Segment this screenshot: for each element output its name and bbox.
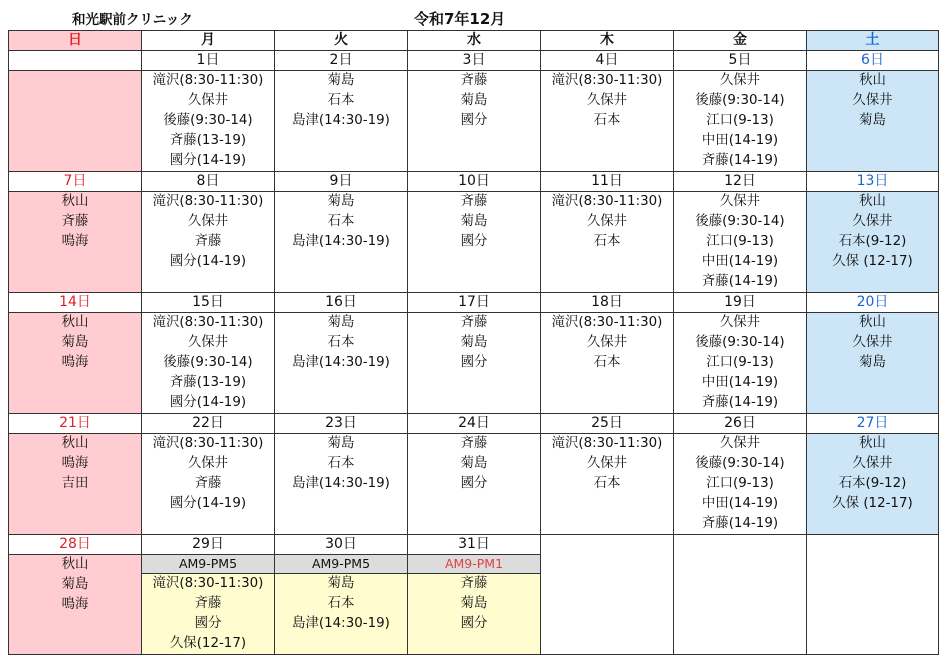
day-number: 11日: [541, 172, 673, 192]
staff-entry: 石本(9-12): [838, 476, 907, 491]
staff-entry: 國分: [460, 476, 488, 491]
day-cell: [275, 172, 408, 293]
opening-hours: AM9-PM5: [142, 555, 274, 574]
staff-entry: 菊島: [460, 596, 488, 611]
day-cell: [142, 172, 275, 293]
day-number: 14日: [9, 293, 141, 313]
staff-entry: 斉藤: [460, 315, 488, 330]
staff-entry: 石本: [593, 234, 621, 249]
day-cell: [9, 414, 142, 535]
day-number: 9日: [275, 172, 407, 192]
staff-entry: 石本: [327, 214, 355, 229]
staff-entry: 鳴海: [61, 355, 89, 370]
staff-entry: 島津(14:30-19): [292, 113, 390, 128]
staff-entry: 後藤(9:30-14): [163, 355, 253, 370]
staff-entry: 菊島: [327, 315, 355, 330]
day-number: 25日: [541, 414, 673, 434]
staff-entry: 久保井: [852, 214, 893, 229]
staff-entry: 中田(14-19): [701, 375, 779, 390]
staff-entry: 滝沢(8:30-11:30): [152, 73, 264, 88]
staff-entry: 後藤(9:30-14): [695, 335, 785, 350]
staff-entry: 久保井: [586, 93, 628, 108]
staff-entry: 後藤(9:30-14): [695, 93, 785, 108]
weekday-header: 月: [142, 31, 275, 51]
weekday-header-row: [9, 31, 939, 51]
staff-entry: 國分: [194, 616, 222, 631]
month-title: 令和7年12月: [414, 10, 506, 28]
staff-entry: 久保井: [719, 315, 761, 330]
day-number: 20日: [807, 293, 938, 313]
day-cell: [541, 172, 674, 293]
day-cell: [807, 172, 939, 293]
staff-entry: 吉田: [61, 476, 89, 491]
staff-entry: 國分: [460, 355, 488, 370]
staff-entry: 島津(14:30-19): [292, 616, 390, 631]
day-number: 28日: [9, 535, 141, 555]
day-number: 31日: [408, 535, 540, 555]
staff-entry: 鳴海: [61, 234, 89, 249]
day-cell: [541, 535, 674, 655]
staff-entry: 國分(14-19): [169, 395, 247, 410]
staff-entry: 斉藤: [460, 436, 488, 451]
staff-entry: 江口(9-13): [706, 476, 774, 491]
day-cell: [9, 172, 142, 293]
staff-entry: 石本: [327, 335, 355, 350]
day-cell: [142, 51, 275, 172]
staff-entry: 菊島: [460, 335, 488, 350]
staff-entry: 久保井: [586, 214, 628, 229]
opening-hours: AM9-PM1: [408, 555, 540, 574]
day-number: 29日: [142, 535, 274, 555]
day-cell: [408, 172, 541, 293]
day-number: 19日: [674, 293, 806, 313]
staff-entry: 菊島: [327, 194, 355, 209]
staff-entry: 滝沢(8:30-11:30): [551, 315, 663, 330]
staff-entry: 斉藤(14-19): [701, 516, 779, 531]
weekday-header: 日: [9, 31, 142, 51]
staff-entry: 後藤(9:30-14): [163, 113, 253, 128]
staff-entry: 久保井: [852, 335, 893, 350]
staff-entry: 久保井: [187, 93, 229, 108]
day-cell: [674, 293, 807, 414]
day-cell: [674, 51, 807, 172]
staff-entry: 久保井: [719, 194, 761, 209]
day-number: 16日: [275, 293, 407, 313]
day-number: 17日: [408, 293, 540, 313]
staff-entry: 久保井: [852, 93, 893, 108]
staff-entry: 斉藤: [194, 234, 222, 249]
staff-entry: 菊島: [460, 214, 488, 229]
staff-entry: 斉藤(14-19): [701, 395, 779, 410]
day-cell: [541, 293, 674, 414]
staff-entry: 秋山: [61, 436, 89, 451]
staff-entry: 秋山: [61, 194, 89, 209]
staff-entry: 斉藤(14-19): [701, 153, 779, 168]
staff-entry: 久保井: [187, 456, 229, 471]
day-cell: [674, 535, 807, 655]
staff-entry: 石本: [327, 456, 355, 471]
day-number: 27日: [807, 414, 938, 434]
staff-entry: 國分: [460, 113, 488, 128]
day-number: 24日: [408, 414, 540, 434]
day-cell: [807, 414, 939, 535]
day-number: 21日: [9, 414, 141, 434]
day-cell: [9, 535, 142, 655]
day-number: 23日: [275, 414, 407, 434]
day-cell: [142, 414, 275, 535]
day-number: 8日: [142, 172, 274, 192]
staff-entry: 斉藤(13-19): [169, 133, 247, 148]
day-cell: [807, 535, 939, 655]
week-row: [9, 293, 939, 414]
weekday-header: 火: [275, 31, 408, 51]
staff-entry: 後藤(9:30-14): [695, 456, 785, 471]
weekday-header: 水: [408, 31, 541, 51]
staff-entry: 久保 (12-17): [832, 254, 913, 269]
day-number: 5日: [674, 51, 806, 71]
day-cell: [275, 51, 408, 172]
staff-entry: 斉藤: [194, 596, 222, 611]
staff-entry: 久保井: [187, 335, 229, 350]
staff-entry: 菊島: [460, 456, 488, 471]
staff-entry: 滝沢(8:30-11:30): [152, 436, 264, 451]
staff-entry: 菊島: [327, 576, 355, 591]
staff-entry: 菊島: [460, 93, 488, 108]
day-cell: [275, 293, 408, 414]
staff-entry: 斉藤(14-19): [701, 274, 779, 289]
staff-entry: 斉藤: [460, 194, 488, 209]
staff-entry: 秋山: [859, 194, 886, 209]
staff-entry: 中田(14-19): [701, 254, 779, 269]
staff-entry: 斉藤(13-19): [169, 375, 247, 390]
staff-entry: 國分: [460, 234, 488, 249]
day-cell: [275, 414, 408, 535]
staff-entry: 斉藤: [460, 576, 488, 591]
week-row: [9, 414, 939, 535]
staff-entry: 菊島: [61, 577, 89, 592]
staff-entry: 秋山: [859, 73, 886, 88]
staff-entry: 島津(14:30-19): [292, 234, 390, 249]
weekday-header: 木: [541, 31, 674, 51]
staff-entry: 滝沢(8:30-11:30): [551, 73, 663, 88]
day-cell: [275, 535, 408, 655]
day-cell: [408, 293, 541, 414]
day-number: 12日: [674, 172, 806, 192]
staff-entry: 菊島: [327, 73, 355, 88]
staff-entry: 江口(9-13): [706, 234, 774, 249]
staff-entry: 久保井: [719, 436, 761, 451]
staff-entry: 菊島: [859, 355, 886, 370]
staff-entry: 滝沢(8:30-11:30): [152, 194, 264, 209]
day-cell: [408, 535, 541, 655]
staff-entry: 江口(9-13): [706, 355, 774, 370]
staff-entry: 久保井: [187, 214, 229, 229]
week-row: [9, 51, 939, 172]
staff-entry: 滝沢(8:30-11:30): [551, 194, 663, 209]
staff-entry: 石本: [327, 93, 355, 108]
staff-entry: 菊島: [327, 436, 355, 451]
day-number: 6日: [807, 51, 938, 71]
day-number: 13日: [807, 172, 938, 192]
staff-entry: 滝沢(8:30-11:30): [152, 315, 264, 330]
staff-entry: 菊島: [61, 335, 89, 350]
staff-entry: 石本: [593, 355, 621, 370]
staff-entry: 後藤(9:30-14): [695, 214, 785, 229]
opening-hours: AM9-PM5: [275, 555, 407, 574]
day-cell: [807, 51, 939, 172]
staff-entry: 中田(14-19): [701, 496, 779, 511]
staff-entry: 秋山: [61, 315, 89, 330]
staff-entry: 斉藤: [460, 73, 488, 88]
staff-entry: 斉藤: [61, 214, 89, 229]
day-cell: [408, 51, 541, 172]
staff-entry: 久保(12-17): [169, 636, 247, 651]
day-number: [9, 51, 141, 71]
weekday-header: 土: [807, 31, 939, 51]
day-number: 1日: [142, 51, 274, 71]
staff-entry: 石本: [593, 476, 621, 491]
day-number: 22日: [142, 414, 274, 434]
day-number: 15日: [142, 293, 274, 313]
staff-entry: 久保井: [586, 335, 628, 350]
day-cell: [9, 51, 142, 172]
day-number: 26日: [674, 414, 806, 434]
day-number: 4日: [541, 51, 673, 71]
day-cell: [541, 414, 674, 535]
staff-entry: 秋山: [859, 315, 886, 330]
day-cell: [142, 535, 275, 655]
staff-entry: 久保井: [586, 456, 628, 471]
day-number: 30日: [275, 535, 407, 555]
day-cell: [9, 293, 142, 414]
day-cell: [674, 414, 807, 535]
schedule-calendar: [8, 30, 939, 655]
day-cell: [408, 414, 541, 535]
staff-entry: 島津(14:30-19): [292, 355, 390, 370]
staff-entry: 鳴海: [61, 597, 89, 612]
staff-entry: 久保井: [719, 73, 761, 88]
day-cell: [142, 293, 275, 414]
staff-entry: 滝沢(8:30-11:30): [152, 576, 264, 591]
day-number: 7日: [9, 172, 141, 192]
day-number: 18日: [541, 293, 673, 313]
staff-entry: 中田(14-19): [701, 133, 779, 148]
clinic-name: 和光駅前クリニック: [72, 12, 193, 28]
staff-entry: 國分: [460, 616, 488, 631]
staff-entry: 斉藤: [194, 476, 222, 491]
staff-entry: 國分(14-19): [169, 496, 247, 511]
weekday-header: 金: [674, 31, 807, 51]
staff-entry: 滝沢(8:30-11:30): [551, 436, 663, 451]
staff-entry: 石本: [593, 113, 621, 128]
day-cell: [541, 51, 674, 172]
staff-entry: 久保 (12-17): [832, 496, 913, 511]
week-row: [9, 535, 939, 655]
day-cell: [807, 293, 939, 414]
staff-entry: 國分(14-19): [169, 153, 247, 168]
day-cell: [674, 172, 807, 293]
staff-entry: 鳴海: [61, 456, 89, 471]
staff-entry: 石本(9-12): [838, 234, 907, 249]
day-number: 10日: [408, 172, 540, 192]
staff-entry: 秋山: [859, 436, 886, 451]
day-number: 2日: [275, 51, 407, 71]
staff-entry: 久保井: [852, 456, 893, 471]
week-row: [9, 172, 939, 293]
staff-entry: 石本: [327, 596, 355, 611]
staff-entry: 江口(9-13): [706, 113, 774, 128]
staff-entry: 秋山: [61, 557, 89, 572]
staff-entry: 國分(14-19): [169, 254, 247, 269]
staff-entry: 島津(14:30-19): [292, 476, 390, 491]
day-number: 3日: [408, 51, 540, 71]
staff-entry: 菊島: [859, 113, 886, 128]
